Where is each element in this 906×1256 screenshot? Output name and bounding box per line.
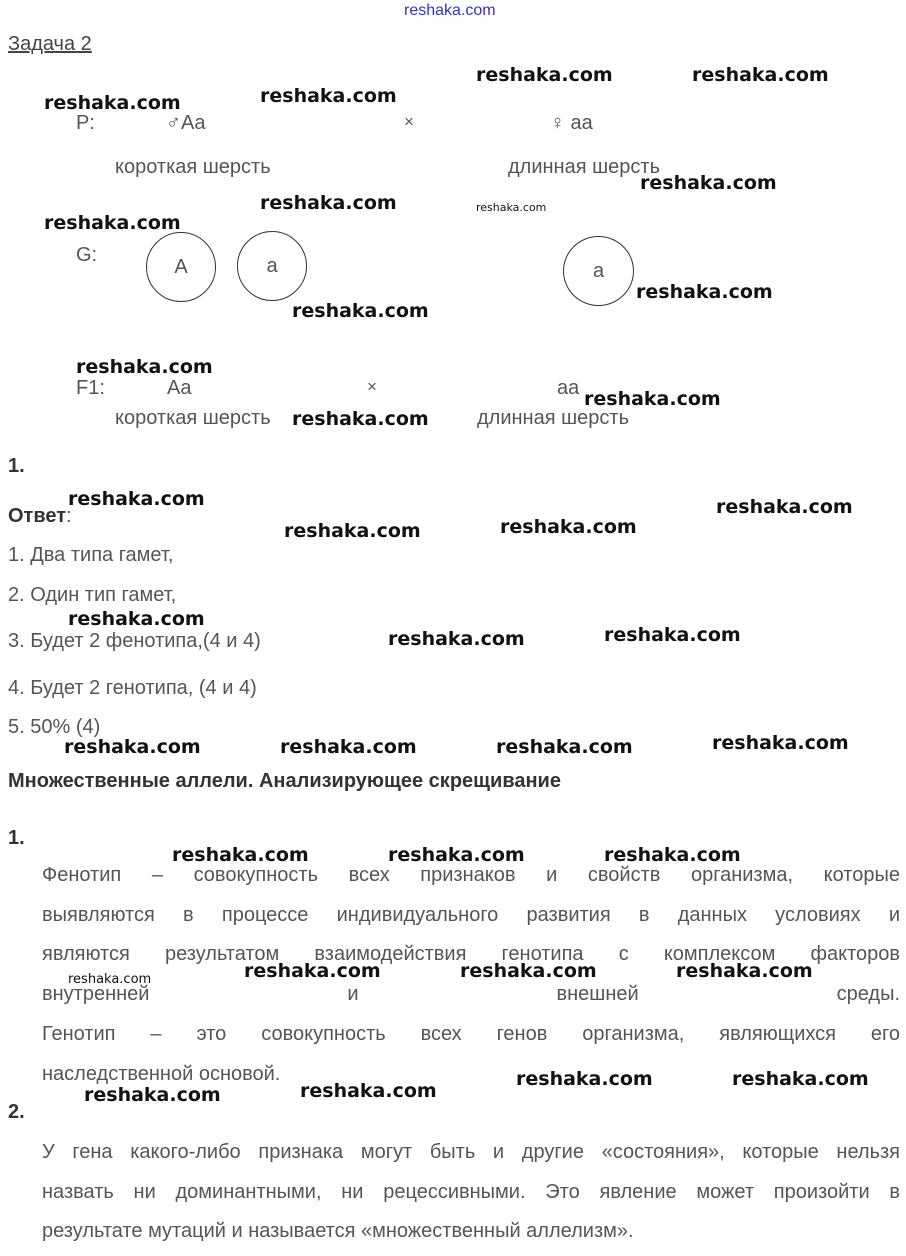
watermark: reshaka.com xyxy=(260,192,397,214)
paragraph-line: Генотип – это совокупность всех генов организма, являющихся его xyxy=(42,1023,900,1045)
watermark: reshaka.com xyxy=(496,736,633,758)
watermark: reshaka.com xyxy=(260,85,397,107)
watermark: reshaka.com xyxy=(712,732,849,754)
answer-item: 1. Два типа гамет, xyxy=(8,544,174,566)
watermark: reshaka.com xyxy=(692,64,829,86)
watermark: reshaka.com xyxy=(732,1068,869,1090)
f1-phenotype-2: длинная шерсть xyxy=(477,407,629,429)
gamete-label: a xyxy=(592,259,605,282)
gamete-circle-recessive-female xyxy=(563,236,634,306)
question-number: 1. xyxy=(8,455,25,477)
f1-phenotype-1: короткая шерсть xyxy=(115,407,271,429)
question-number: 1. xyxy=(8,827,25,849)
watermark: reshaka.com xyxy=(292,300,429,322)
p-label: P: xyxy=(76,112,95,134)
g-label: G: xyxy=(76,244,98,266)
watermark: reshaka.com xyxy=(292,408,429,430)
watermark: reshaka.com xyxy=(716,496,853,518)
f1-label: F1: xyxy=(76,377,105,399)
watermark: reshaka.com xyxy=(68,608,205,630)
paragraph-line: У гена какого-либо признака могут быть и другие «состояния», которые нельзя xyxy=(42,1141,900,1163)
f1-genotype-1: Aa xyxy=(167,377,192,399)
section-title: Множественные аллели. Анализирующее скрещивание xyxy=(8,770,561,792)
watermark: reshaka.com xyxy=(460,960,597,982)
watermark: reshaka.com xyxy=(476,201,547,214)
watermark: reshaka.com xyxy=(636,281,773,303)
paragraph-line: назвать ни доминантными, ни рецессивными. Это явление может произойти в xyxy=(42,1181,900,1203)
paragraph-line: являются результатом взаимодействия генотипа с комплексом факторов xyxy=(42,943,900,965)
watermark: reshaka.com xyxy=(676,960,813,982)
question-number: 2. xyxy=(8,1101,25,1123)
gamete-label: a xyxy=(266,254,278,277)
paragraph-line: Фенотип – совокупность всех признаков и свойств организма, которые xyxy=(42,864,900,886)
watermark: reshaka.com xyxy=(604,844,741,866)
watermark: reshaka.com xyxy=(388,628,525,650)
answer-item: 5. 50% (4) xyxy=(8,716,101,738)
task-title: Задача 2 xyxy=(8,33,92,55)
watermark: reshaka.com xyxy=(584,388,721,410)
watermark: reshaka.com xyxy=(64,736,201,758)
gamete-circle-dominant xyxy=(146,232,216,302)
f1-cross-symbol: × xyxy=(367,377,377,396)
gamete-circle-recessive-male xyxy=(237,231,307,301)
watermark: reshaka.com xyxy=(172,844,309,866)
male-phenotype: короткая шерсть xyxy=(115,156,271,178)
watermark: reshaka.com xyxy=(68,972,152,987)
watermark: reshaka.com xyxy=(284,520,421,542)
answer-colon: : xyxy=(66,505,72,527)
paragraph-line: наследственной основой. xyxy=(42,1063,281,1085)
male-genotype: ♂Aa xyxy=(166,112,206,134)
answer-item: 4. Будет 2 генотипа, (4 и 4) xyxy=(8,677,257,699)
watermark: reshaka.com xyxy=(44,92,181,114)
watermark: reshaka.com xyxy=(388,844,525,866)
watermark: reshaka.com xyxy=(500,516,637,538)
cross-symbol: × xyxy=(404,112,414,131)
watermark: reshaka.com xyxy=(300,1080,437,1102)
gamete-label: A xyxy=(174,255,188,278)
f1-genotype-2: aa xyxy=(557,377,580,399)
watermark: reshaka.com xyxy=(84,1084,221,1106)
watermark: reshaka.com xyxy=(76,356,213,378)
female-genotype: ♀ aa xyxy=(550,112,593,134)
paragraph-line: внутренней и внешней среды. xyxy=(42,983,900,1005)
watermark: reshaka.com xyxy=(516,1068,653,1090)
answer-item: 2. Один тип гамет, xyxy=(8,584,177,606)
answer-heading xyxy=(8,505,72,528)
watermark: reshaka.com xyxy=(68,488,205,510)
answer-label: Ответ xyxy=(8,505,67,527)
female-phenotype: длинная шерсть xyxy=(508,156,660,178)
watermark: reshaka.com xyxy=(476,64,613,86)
paragraph-line: выявляются в процессе индивидуального развития в данных условиях и xyxy=(42,904,900,926)
watermark: reshaka.com xyxy=(640,172,777,194)
answer-item: 3. Будет 2 фенотипа,(4 и 4) xyxy=(8,630,261,652)
watermark: reshaka.com xyxy=(280,736,417,758)
site-watermark-top: reshaka.com xyxy=(404,2,496,19)
watermark: reshaka.com xyxy=(244,960,381,982)
paragraph-line: результате мутаций и называется «множественный аллелизм». xyxy=(42,1220,634,1242)
watermark: reshaka.com xyxy=(44,212,181,234)
watermark: reshaka.com xyxy=(604,624,741,646)
